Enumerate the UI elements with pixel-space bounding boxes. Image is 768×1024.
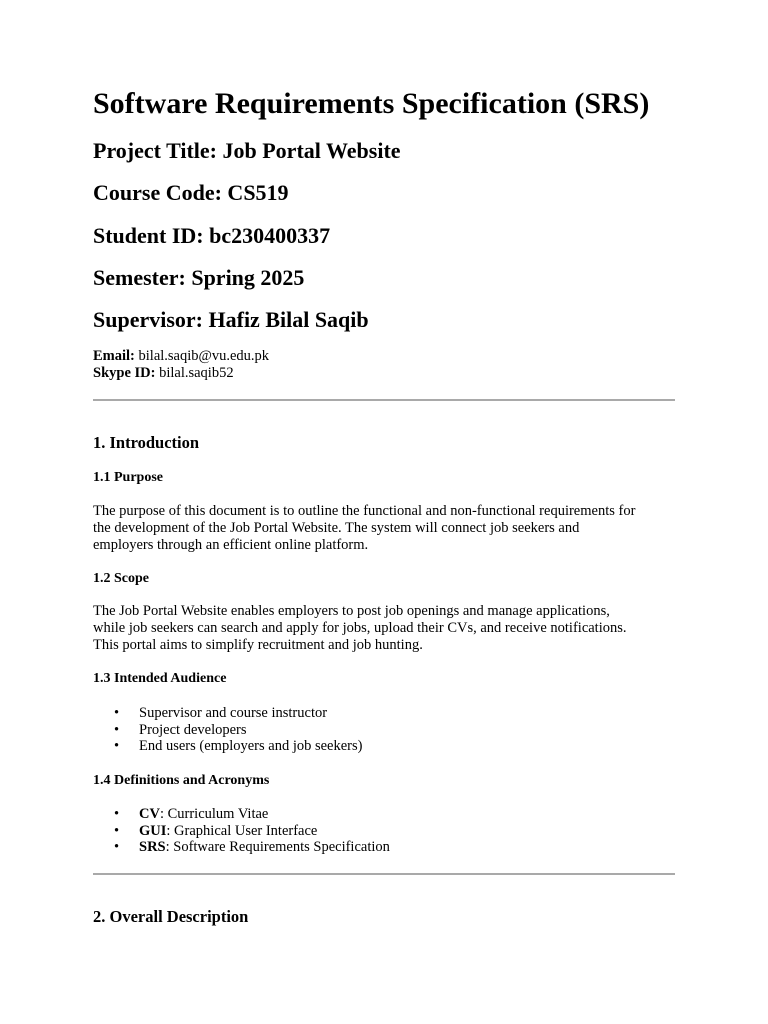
skype-line [93, 365, 269, 382]
list-item [93, 839, 390, 856]
project-title: Project Title: Job Portal Website [93, 138, 401, 163]
subsection-heading-definitions: 1.4 Definitions and Acronyms [93, 773, 270, 788]
supervisor: Supervisor: Hafiz Bilal Saqib [93, 307, 369, 332]
skype-label: Skype ID: [93, 365, 156, 381]
list-item-text: Supervisor and course instructor [139, 705, 328, 721]
bullet-icon: • [114, 738, 120, 755]
email-line [93, 348, 269, 365]
list-item [93, 705, 362, 722]
paragraph-line: employers through an efficient online platform. [93, 537, 369, 553]
purpose-paragraph [93, 503, 678, 554]
section-divider [93, 873, 675, 875]
list-item-text: End users (employers and job seekers) [139, 738, 363, 755]
paragraph-line: This portal aims to simplify recruitment and job hunting. [93, 637, 423, 653]
subsection-heading-purpose: 1.1 Purpose [93, 470, 163, 485]
course-code: Course Code: CS519 [93, 180, 289, 205]
paragraph-line: The Job Portal Website enables employers to post job openings and manage applications, [93, 603, 610, 619]
section-divider [93, 399, 675, 401]
list-item [93, 823, 390, 840]
supervisor-contact [93, 348, 269, 382]
definition-term: SRS [139, 839, 166, 856]
list-item-text: Project developers [139, 721, 247, 738]
subsection-heading-audience: 1.3 Intended Audience [93, 671, 227, 686]
email-label: Email: [93, 348, 135, 364]
bullet-icon: • [114, 839, 120, 856]
list-item [93, 722, 362, 739]
student-id: Student ID: bc230400337 [93, 223, 331, 248]
paragraph-line: while job seekers can search and apply for jobs, upload their CVs, and receive notifications. [93, 620, 627, 636]
paragraph-line: the development of the Job Portal Website. The system will connect job seekers and [93, 520, 580, 536]
audience-list [93, 705, 362, 755]
definitions-list [93, 806, 390, 856]
definition-desc: : Software Requirements Specification [165, 839, 390, 856]
list-item [93, 738, 362, 755]
bullet-icon: • [114, 705, 120, 721]
semester: Semester: Spring 2025 [93, 265, 305, 290]
scope-paragraph [93, 603, 678, 654]
section-heading-overall-description: 2. Overall Description [93, 907, 249, 926]
definition-desc: : Curriculum Vitae [159, 806, 269, 822]
definition-term: GUI [139, 822, 167, 839]
email-value: bilal.saqib@vu.edu.pk [134, 348, 270, 364]
subsection-heading-scope: 1.2 Scope [93, 571, 149, 586]
definition-desc: : Graphical User Interface [166, 822, 318, 839]
definition-term: CV [139, 806, 160, 822]
section-heading-introduction: 1. Introduction [93, 433, 200, 452]
list-item [93, 806, 390, 823]
document-title: Software Requirements Specification (SRS) [93, 87, 650, 120]
bullet-icon: • [114, 822, 120, 839]
skype-value: bilal.saqib52 [155, 365, 234, 381]
paragraph-line: The purpose of this document is to outline the functional and non-functional requirements for [93, 503, 636, 519]
bullet-icon: • [114, 721, 120, 738]
bullet-icon: • [114, 806, 120, 822]
